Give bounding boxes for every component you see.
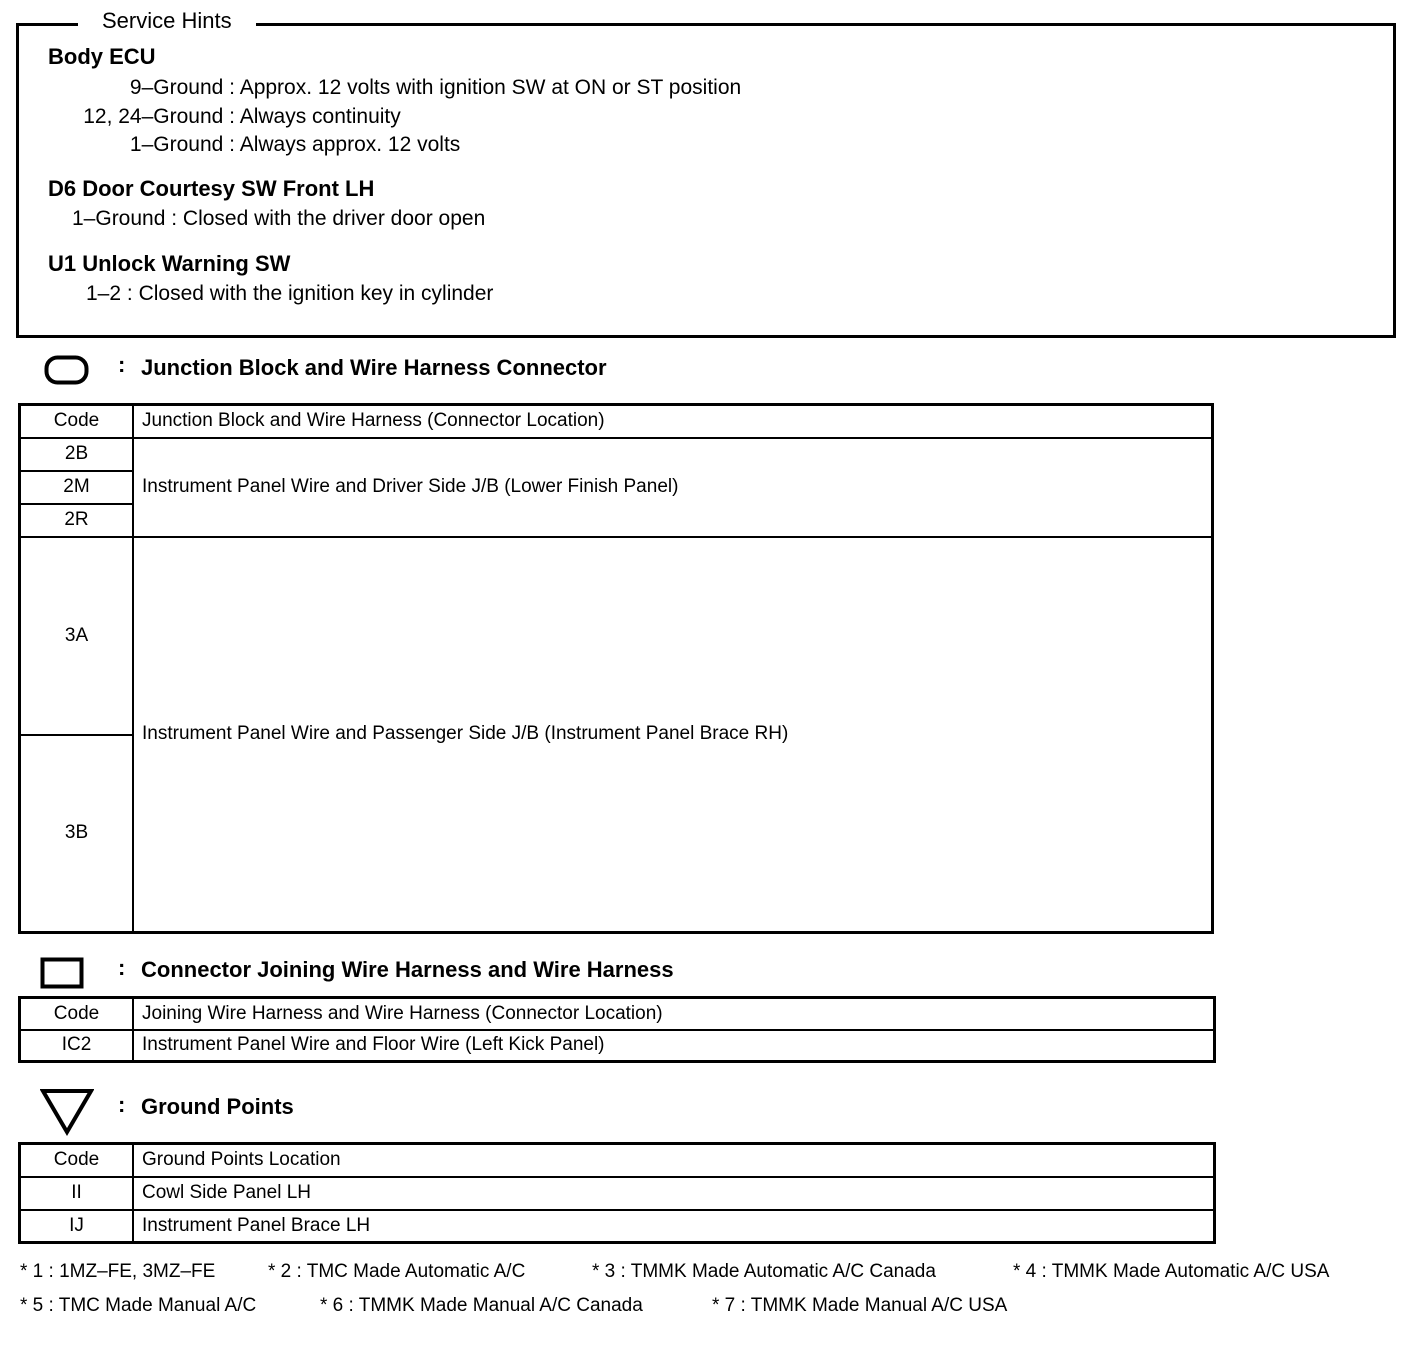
hint-text: Approx. 12 volts with ignition SW at ON or ST position [239,76,742,99]
header-code: Code [20,405,134,438]
hint-heading-door-courtesy-sw: D6 Door Courtesy SW Front LH [48,176,375,201]
footnote: * 7 : TMMK Made Manual A/C USA [712,1295,1008,1316]
rounded-rectangle-icon [44,355,90,385]
section-colon: : [118,955,126,980]
table-row [20,1210,1215,1243]
ground-section-title: Ground Points [141,1094,294,1119]
hint-heading-unlock-warning-sw: U1 Unlock Warning SW [48,251,291,276]
code-cell: 3A [20,537,134,735]
section-colon: : [118,1092,126,1117]
hint-pins: 1–Ground : [72,207,178,230]
junction-table [18,403,1214,934]
header-code: Code [20,1144,134,1177]
table-row [20,1177,1215,1210]
header-location: Joining Wire Harness and Wire Harness (Connector Location) [133,998,1215,1030]
footnote: * 5 : TMC Made Manual A/C [20,1295,257,1316]
location-cell: Instrument Panel Wire and Driver Side J/B (Lower Finish Panel) [133,438,1213,537]
hint-text: Always approx. 12 volts [239,133,461,156]
code-cell: 3B [20,735,134,933]
footnote: * 3 : TMMK Made Automatic A/C Canada [592,1261,936,1282]
hint-pins: 1–2 : [86,282,133,305]
ground-table [18,1142,1216,1244]
code-cell: 2R [20,504,134,537]
code-cell: 2M [20,471,134,504]
table-header-row [20,405,1213,438]
location-cell: Cowl Side Panel LH [133,1177,1215,1210]
table-header-row [20,998,1215,1030]
table-row [20,438,1213,471]
hint-line [86,282,493,306]
header-location: Ground Points Location [133,1144,1215,1177]
code-cell: 2B [20,438,134,471]
location-cell: Instrument Panel Brace LH [133,1210,1215,1243]
triangle-down-icon [40,1088,94,1136]
connector-section-title: Connector Joining Wire Harness and Wire Harness [141,957,674,982]
hint-line [40,133,460,157]
section-colon: : [118,352,126,377]
hint-heading-body-ecu: Body ECU [48,44,156,69]
table-row [20,1030,1215,1062]
service-hints-title: Service Hints [78,8,256,34]
hint-text: Closed with the ignition key in cylinder [138,282,494,305]
hint-pins: 1–Ground : [129,133,235,156]
code-cell: IC2 [20,1030,134,1062]
header-location: Junction Block and Wire Harness (Connector Location) [133,405,1213,438]
hint-line [40,105,401,129]
hint-pins: 9–Ground : [129,76,235,99]
code-cell: II [20,1177,134,1210]
hint-pins: 12, 24–Ground : [83,105,235,128]
location-cell: Instrument Panel Wire and Floor Wire (Left Kick Panel) [133,1030,1215,1062]
rectangle-icon [40,957,84,989]
connector-table [18,996,1216,1063]
hint-line [40,76,741,100]
hint-line [72,207,485,231]
table-row [20,537,1213,735]
table-header-row [20,1144,1215,1177]
footnote: * 6 : TMMK Made Manual A/C Canada [320,1295,643,1316]
hint-text: Closed with the driver door open [182,207,486,230]
location-cell: Instrument Panel Wire and Passenger Side J/B (Instrument Panel Brace RH) [133,537,1213,933]
footnote: * 1 : 1MZ–FE, 3MZ–FE [20,1261,216,1282]
footnote: * 2 : TMC Made Automatic A/C [268,1261,526,1282]
footnote: * 4 : TMMK Made Automatic A/C USA [1013,1261,1330,1282]
hint-text: Always continuity [239,105,401,128]
code-cell: IJ [20,1210,134,1243]
header-code: Code [20,998,134,1030]
junction-section-title: Junction Block and Wire Harness Connector [141,355,607,380]
